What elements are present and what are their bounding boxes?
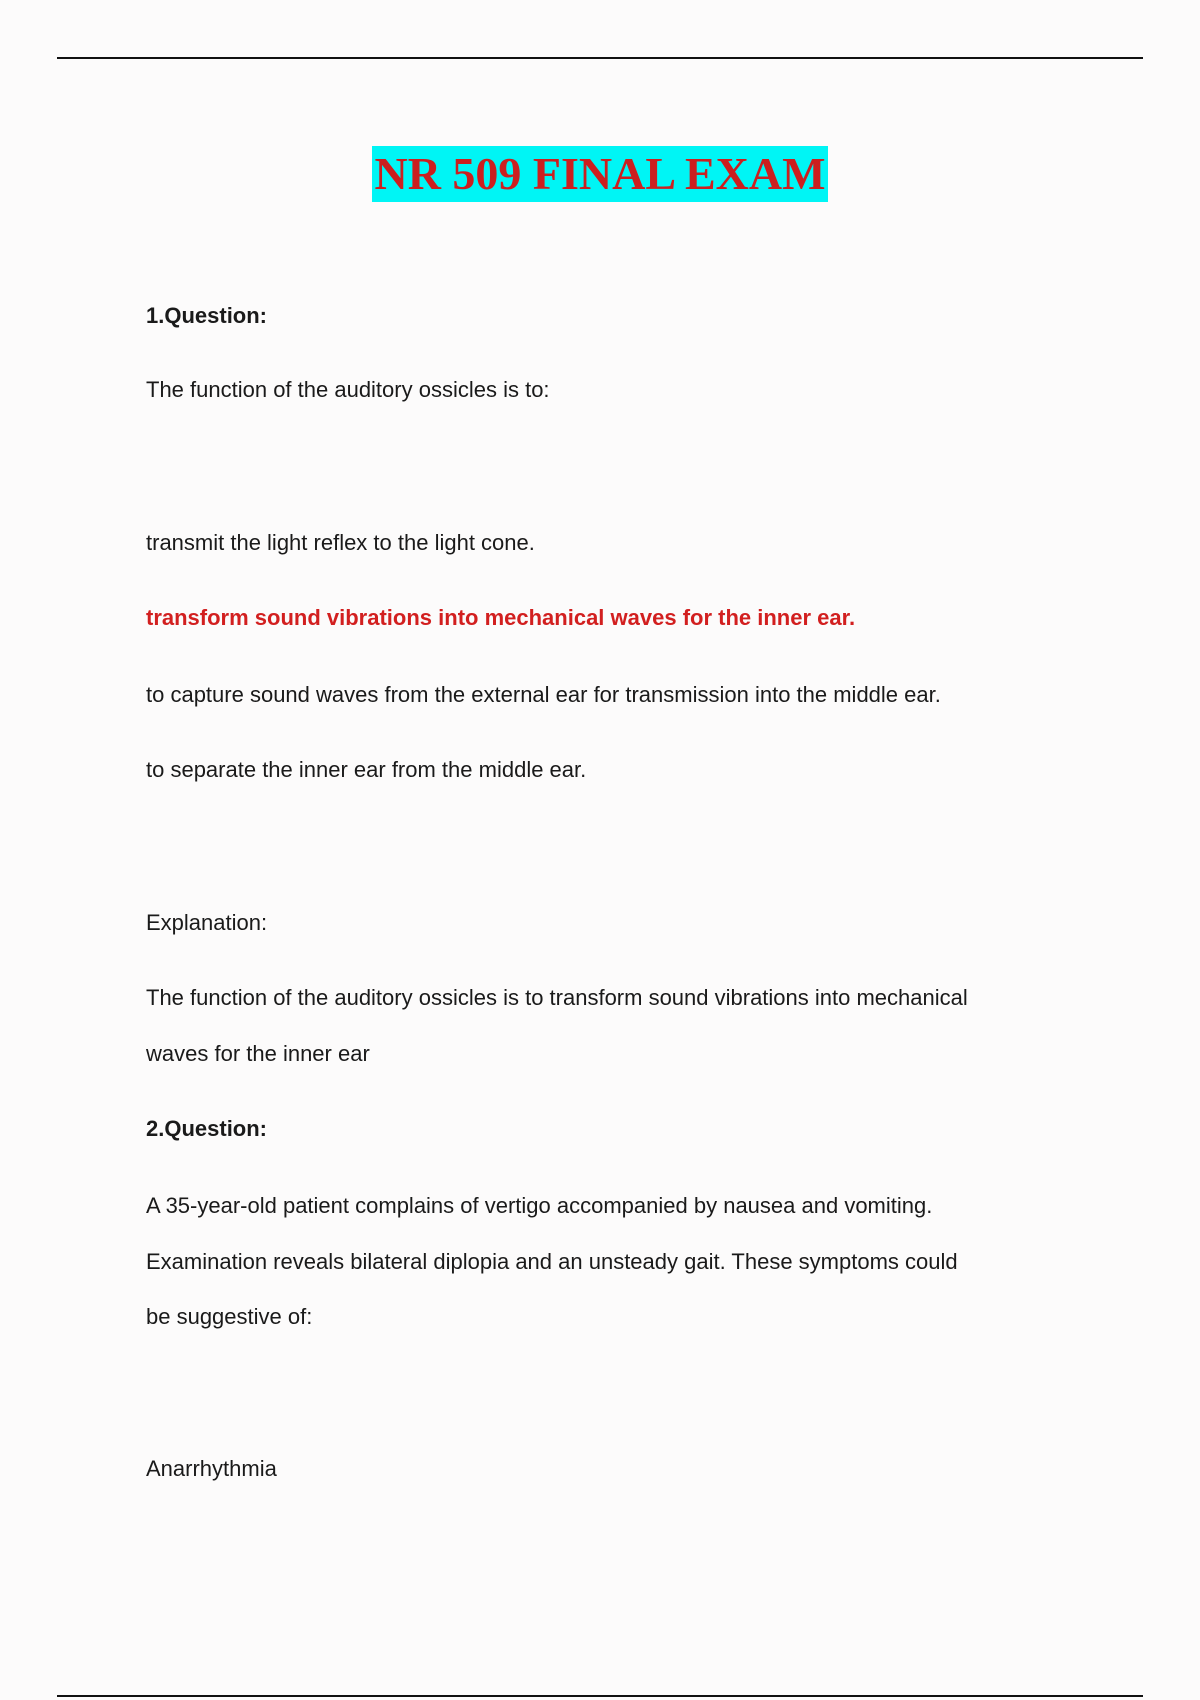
question-1-option-2-correct: transform sound vibrations into mechanical waves for the inner ear. <box>146 605 856 630</box>
question-1-option-3: to capture sound waves from the external ear for transmission into the middle ear. <box>146 682 941 707</box>
question-1-explanation-line-1: The function of the auditory ossicles is to transform sound vibrations into mechanical <box>146 985 968 1010</box>
question-2-prompt-line-3: be suggestive of: <box>146 1304 313 1329</box>
top-rule <box>57 57 1143 59</box>
document-title: NR 509 FINAL EXAM <box>372 146 827 202</box>
bottom-rule <box>57 1695 1143 1697</box>
question-1-heading: 1.Question: <box>146 303 268 328</box>
question-2-prompt-line-2: Examination reveals bilateral diplopia and an unsteady gait. These symptoms could <box>146 1249 958 1274</box>
question-2-prompt-line-1: A 35-year-old patient complains of vertigo accompanied by nausea and vomiting. <box>146 1193 933 1218</box>
question-1-prompt: The function of the auditory ossicles is to: <box>146 377 550 402</box>
title-container <box>0 146 1200 202</box>
question-1-explanation-label: Explanation: <box>146 910 268 935</box>
question-1-explanation-line-2: waves for the inner ear <box>146 1041 370 1066</box>
question-2-heading: 2.Question: <box>146 1116 268 1141</box>
question-2-option-1: Anarrhythmia <box>146 1456 277 1481</box>
question-1-option-4: to separate the inner ear from the middle ear. <box>146 757 587 782</box>
question-1-option-1: transmit the light reflex to the light cone. <box>146 530 535 555</box>
